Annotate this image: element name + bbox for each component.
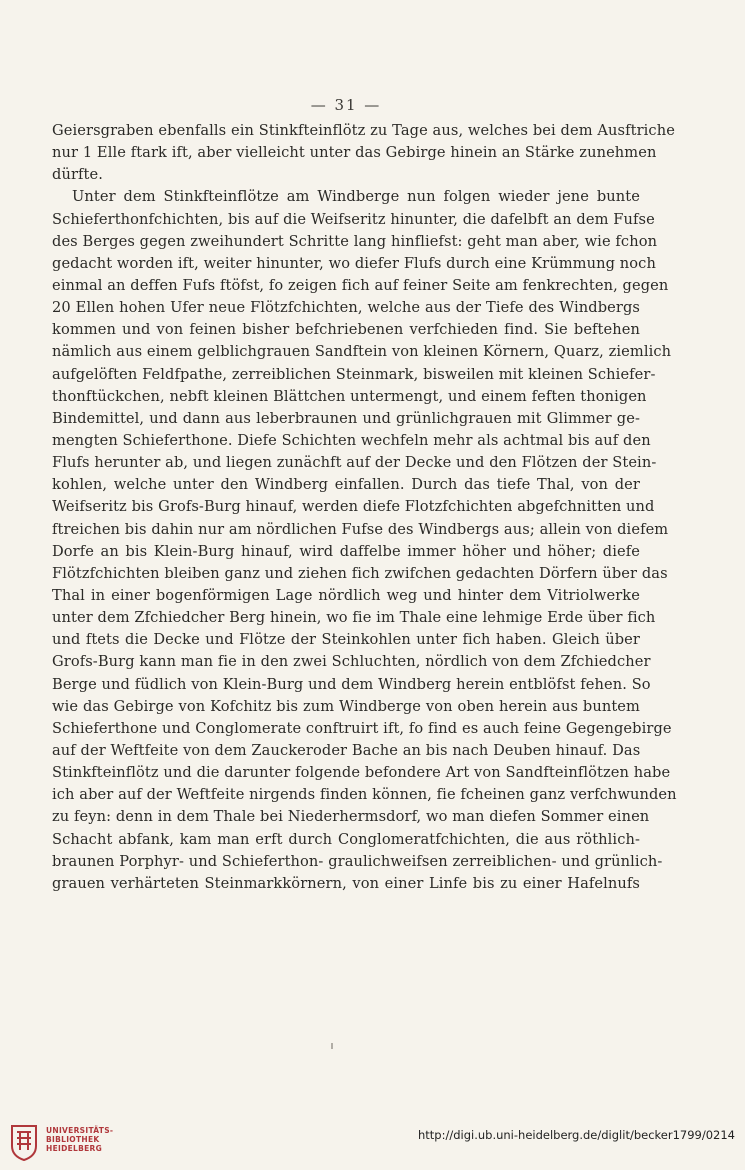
text-line: unter dem Zfchiedcher Berg hinein, wo fie im Thale eine lehmige Erde über fich [52, 609, 656, 627]
body-text [52, 120, 677, 895]
text-line: Flötzfchichten bleiben ganz und ziehen fich zwifchen gedachten Dörfern über das [52, 564, 668, 582]
text-line: grauen verhärteten Steinmarkkörnern, von einer Linfe bis zu einer Hafelnufs [52, 874, 640, 892]
text-line: nur 1 Elle ftark ift, aber vielleicht unter das Gebirge hinein an Stärke zunehmen [52, 144, 657, 162]
text-line: einmal an deffen Fufs ftöfst, fo zeigen fich auf feiner Seite am fenkrechten, gegen [52, 276, 669, 294]
text-line: mengten Schieferthone. Diefe Schichten wechfeln mehr als achtmal bis auf den [52, 431, 651, 449]
text-line: Unter dem Stinkfteinflötze am Windberge nun folgen wieder jene bunte [72, 188, 640, 206]
library-name-line: HEIDELBERG [46, 1144, 103, 1153]
text-line: thonftückchen, nebft kleinen Blättchen untermengt, und einem feften thonigen [52, 387, 647, 405]
text-line: wie das Gebirge von Kofchitz bis zum Windberge von oben herein aus buntem [52, 697, 640, 715]
text-line: des Berges gegen zweihundert Schritte lang hinfliefst: geht man aber, wie fchon [52, 232, 658, 250]
text-line: Berge und füdlich von Klein-Burg und dem Windberg herein entblöfst fehen. So [52, 675, 651, 693]
text-line: 20 Ellen hohen Ufer neue Flötzfchichten, welche aus der Tiefe des Windbergs [52, 299, 640, 317]
text-line: ich aber auf der Weftfeite nirgends finden können, fie fcheinen ganz verfchwunden [52, 786, 677, 804]
text-line: Schieferthonfchichten, bis auf die Weifseritz hinunter, die dafelbft an dem Fufse [52, 210, 655, 228]
library-seal-icon [8, 1122, 40, 1162]
footer [0, 1116, 745, 1170]
library-name-line: BIBLIOTHEK [46, 1135, 100, 1144]
library-name [46, 1126, 113, 1153]
text-line: Flufs herunter ab, und liegen zunächft auf der Decke und den Flötzen der Stein- [52, 454, 657, 472]
text-line: Dorfe an bis Klein-Burg hinauf, wird daffelbe immer höher und höher; diefe [52, 542, 640, 560]
text-line: und ftets die Decke und Flötze der Steinkohlen unter fich haben. Gleich über [52, 631, 640, 649]
text-line: Bindemittel, und dann aus leberbraunen und grünlichgrauen mit Glimmer ge- [52, 409, 640, 427]
text-line: Thal in einer bogenförmigen Lage nördlich weg und hinter dem Vitriolwerke [52, 586, 640, 604]
text-line: Grofs-Burg kann man fie in den zwei Schluchten, nördlich von dem Zfchiedcher [52, 653, 651, 671]
text-line: Schieferthone und Conglomerate conftruirt ift, fo find es auch feine Gegengebirge [52, 719, 672, 737]
text-line: auf der Weftfeite von dem Zauckeroder Bache an bis nach Deuben hinauf. Das [52, 741, 641, 759]
text-line: Schacht abfank, kam man erft durch Conglomeratfchichten, die aus röthlich- [52, 830, 640, 848]
page-number: — 31 — [310, 96, 382, 114]
source-url-link[interactable]: http://digi.ub.uni-heidelberg.de/diglit/becker1799/0214 [417, 1128, 735, 1142]
scan-speck [331, 1043, 333, 1049]
text-line: Geiersgraben ebenfalls ein Stinkfteinflötz zu Tage aus, welches bei dem Ausftriche [52, 122, 675, 139]
text-line: dürfte. [52, 166, 103, 184]
library-name-line: UNIVERSITÄTS- [46, 1126, 114, 1135]
text-line: nämlich aus einem gelblichgrauen Sandftein von kleinen Körnern, Quarz, ziemlich [52, 343, 672, 361]
text-line: Weifseritz bis Grofs-Burg hinauf, werden diefe Flotzfchichten abgefchnitten und [52, 498, 655, 516]
text-line: kohlen, welche unter den Windberg einfallen. Durch das tiefe Thal, von der [52, 476, 640, 494]
text-line: zu feyn: denn in dem Thale bei Niederhermsdorf, wo man diefen Sommer einen [52, 808, 650, 826]
text-line: ftreichen bis dahin nur am nördlichen Fufse des Windbergs aus; allein von diefem [52, 520, 669, 538]
text-line: aufgelöften Feldfpathe, zerreiblichen Steinmark, bisweilen mit kleinen Schiefer- [52, 365, 656, 383]
text-line: Stinkfteinflötz und die darunter folgende befondere Art von Sandfteinflötzen habe [52, 764, 671, 782]
text-line: braunen Porphyr- und Schieferthon- graulichweifsen zerreiblichen- und grünlich- [52, 852, 663, 870]
text-line: kommen und von feinen bisher befchriebenen verfchieden find. Sie beftehen [52, 321, 640, 339]
text-line: gedacht worden ift, weiter hinunter, wo diefer Flufs durch eine Krümmung noch [52, 254, 656, 272]
